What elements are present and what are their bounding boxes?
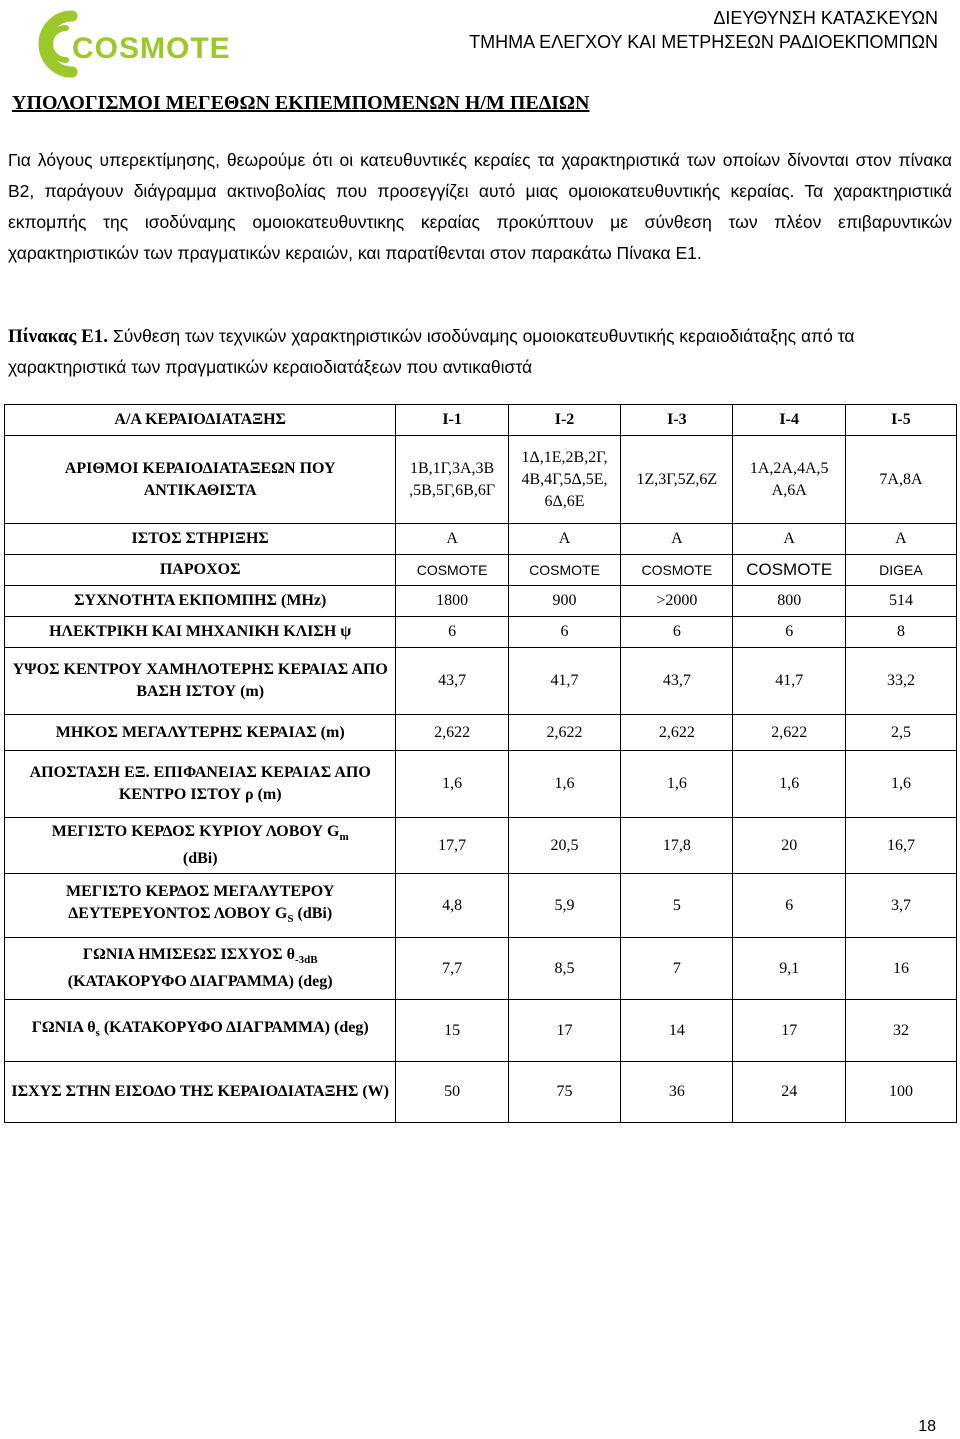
table-cell: 6 (733, 874, 845, 938)
row-label: ΜΗΚΟΣ ΜΕΓΑΛΥΤΕΡΗΣ ΚΕΡΑΙΑΣ (m) (5, 715, 396, 751)
table-cell: 7,7 (396, 938, 508, 1000)
table-cell: COSMOTE (733, 555, 845, 586)
row-label: ΠΑΡΟΧΟΣ (5, 555, 396, 586)
row-label-main: ΜΕΓΙΣΤΟ ΚΕΡΔΟΣ ΚΥΡΙΟΥ ΛΟΒΟΥ G (51, 822, 340, 840)
row-label (5, 818, 396, 874)
table-row (5, 751, 957, 818)
table-row (5, 715, 957, 751)
row-label (5, 874, 396, 938)
department-header (469, 6, 938, 54)
header-label-cell: Α/Α ΚΕΡΑΙΟΔΙΑΤΑΞΗΣ (5, 405, 396, 436)
table-cell: 1Β,1Γ,3Α,3Β ,5Β,5Γ,6Β,6Γ (396, 436, 508, 524)
row-label-main: ΓΩΝΙΑ θ (31, 1018, 96, 1036)
cosmote-logo (22, 6, 242, 82)
table-cell: Α (396, 524, 508, 555)
table-cell: 20 (733, 818, 845, 874)
table-cell: 800 (733, 586, 845, 617)
row-label-subscript: -3dB (294, 954, 318, 967)
table-cell: 2,622 (733, 715, 845, 751)
table-cell: 9,1 (733, 938, 845, 1000)
logo-wordmark: COSMOTE (72, 32, 231, 65)
column-header-i1: Ι-1 (396, 405, 508, 436)
table-cell: 100 (845, 1062, 956, 1123)
department-line-1: ΔΙΕΥΘΥΝΣΗ ΚΑΤΑΣΚΕΥΩΝ (713, 8, 938, 28)
table-cell: 6 (396, 617, 508, 648)
row-label-after: (ΚΑΤΑΚΟΡΥΦΟ ΔΙΑΓΡΑΜΜΑ) (deg) (99, 1018, 369, 1036)
table-cell: 7Α,8Α (845, 436, 956, 524)
row-label: ΣΥΧΝΟΤΗΤΑ ΕΚΠΟΜΠΗΣ (MHz) (5, 586, 396, 617)
intro-paragraph: Για λόγους υπερεκτίμησης, θεωρούμε ότι οι κατευθυντικές κεραίες τα χαρακτηριστικά των οποίων δίνονται στον πίνακα Β2, παράγουν διάγραμμα ακτινοβολίας που προσεγγίζει αυτό μιας ομοιοκατευθυντικής κεραίας. Τα χαρακτηριστικά εκπομπής της ισοδύναμης ομοιοκατευθυντικης κεραίας προκύπτουν με σύνθεση των πλέον επιβαρυντικών χαρακτηριστικών των πραγματικών κεραιών, και παρατίθενται στον παρακάτω Πίνακα Ε1. (8, 150, 952, 263)
table-cell: 1,6 (508, 751, 620, 818)
table-cell: 41,7 (733, 648, 845, 715)
table-cell: 4,8 (396, 874, 508, 938)
page-number: 18 (918, 1418, 936, 1435)
table-row (5, 938, 957, 1000)
table-cell: COSMOTE (396, 555, 508, 586)
table-row (5, 586, 957, 617)
row-label-main: ΜΕΓΙΣΤΟ ΚΕΡΔΟΣ ΜΕΓΑΛΥΤΕΡΟΥ ΔΕΥΤΕΡΕΥΟΝΤΟΣ ΛΟΒΟΥ G (66, 882, 335, 922)
table-cell: 2,622 (396, 715, 508, 751)
table-cell: 6 (508, 617, 620, 648)
table-row (5, 617, 957, 648)
table-cell: 43,7 (621, 648, 733, 715)
table-cell: >2000 (621, 586, 733, 617)
table-caption-label: Πίνακας Ε1. (8, 326, 109, 347)
table-cell: Α (845, 524, 956, 555)
table-cell: 2,622 (508, 715, 620, 751)
table-cell: 43,7 (396, 648, 508, 715)
table-cell: 5 (621, 874, 733, 938)
row-label-subscript: S (287, 913, 294, 926)
table-cell: Α (733, 524, 845, 555)
table-cell: 1800 (396, 586, 508, 617)
table-row (5, 648, 957, 715)
table-header-row (5, 405, 957, 436)
table-cell: DIGEA (845, 555, 956, 586)
row-label-after: (ΚΑΤΑΚΟΡΥΦΟ ΔΙΑΓΡΑΜΜΑ) (deg) (67, 973, 333, 991)
column-header-i2: Ι-2 (508, 405, 620, 436)
table-cell: Α (508, 524, 620, 555)
table-cell: 24 (733, 1062, 845, 1123)
table-caption-text: Σύνθεση των τεχνικών χαρακτηριστικών ισοδύναμης ομοιοκατευθυντικής κεραιοδιάταξης από τα χαρακτηριστικά των πραγματικών κεραιοδιατάξεων που αντικαθιστά (8, 326, 855, 377)
row-label: ΑΠΟΣΤΑΣΗ ΕΞ. ΕΠΙΦΑΝΕΙΑΣ ΚΕΡΑΙΑΣ ΑΠΟ ΚΕΝΤΡΟ ΙΣΤΟΥ ρ (m) (5, 751, 396, 818)
table-cell: 1Α,2Α,4Α,5 Α,6Α (733, 436, 845, 524)
table-cell: 2,622 (621, 715, 733, 751)
table-row (5, 1062, 957, 1123)
table-cell: 8,5 (508, 938, 620, 1000)
table-row (5, 818, 957, 874)
table-cell: COSMOTE (508, 555, 620, 586)
table-cell: 33,2 (845, 648, 956, 715)
cosmote-logo-graphic (22, 6, 242, 82)
row-label: ΥΨΟΣ ΚΕΝΤΡΟΥ ΧΑΜΗΛΟΤΕΡΗΣ ΚΕΡΑΙΑΣ ΑΠΟ ΒΑΣΗ ΙΣΤΟΥ (m) (5, 648, 396, 715)
row-label: ΙΣΤΟΣ ΣΤΗΡΙΞΗΣ (5, 524, 396, 555)
column-header-i3: Ι-3 (621, 405, 733, 436)
row-label-main: ΓΩΝΙΑ ΗΜΙΣΕΩΣ ΙΣΧΥΟΣ θ (82, 945, 295, 963)
table-cell: 1,6 (845, 751, 956, 818)
column-header-i5: Ι-5 (845, 405, 956, 436)
table-cell: 3,7 (845, 874, 956, 938)
table-cell: 17 (508, 1000, 620, 1062)
column-header-i4: Ι-4 (733, 405, 845, 436)
department-line-2: ΤΜΗΜΑ ΕΛΕΓΧΟΥ ΚΑΙ ΜΕΤΡΗΣΕΩΝ ΡΑΔΙΟΕΚΠΟΜΠΩΝ (469, 32, 938, 52)
table-row (5, 874, 957, 938)
table-cell: 900 (508, 586, 620, 617)
table-cell: 1,6 (621, 751, 733, 818)
table-cell: 8 (845, 617, 956, 648)
table-cell: 1Δ,1Ε,2Β,2Γ, 4Β,4Γ,5Δ,5Ε, 6Δ,6Ε (508, 436, 620, 524)
antenna-spec-table (4, 404, 957, 1123)
table-cell: 50 (396, 1062, 508, 1123)
table-row (5, 524, 957, 555)
table-cell: 17,7 (396, 818, 508, 874)
table-cell: 32 (845, 1000, 956, 1062)
table-cell: 41,7 (508, 648, 620, 715)
table-cell: 7 (621, 938, 733, 1000)
table-cell: COSMOTE (621, 555, 733, 586)
table-row (5, 436, 957, 524)
table-caption (8, 321, 952, 383)
row-label-after: (dBi) (293, 904, 333, 922)
row-label (5, 938, 396, 1000)
row-label: ΗΛΕΚΤΡΙΚΗ ΚΑΙ ΜΗΧΑΝΙΚΗ ΚΛΙΣΗ ψ (5, 617, 396, 648)
row-label-after: (dBi) (182, 850, 218, 868)
table-cell: Α (621, 524, 733, 555)
table-cell: 16 (845, 938, 956, 1000)
table-cell: 15 (396, 1000, 508, 1062)
table-cell: 36 (621, 1062, 733, 1123)
table-cell: 16,7 (845, 818, 956, 874)
table-cell: 1,6 (396, 751, 508, 818)
row-label (5, 1000, 396, 1062)
table-row (5, 555, 957, 586)
table-cell: 514 (845, 586, 956, 617)
row-label-subscript: m (339, 831, 349, 844)
table-cell: 1Ζ,3Γ,5Ζ,6Ζ (621, 436, 733, 524)
table-row (5, 1000, 957, 1062)
table-cell: 6 (621, 617, 733, 648)
table-cell: 1,6 (733, 751, 845, 818)
row-label: ΙΣΧΥΣ ΣΤΗΝ ΕΙΣΟΔΟ ΤΗΣ ΚΕΡΑΙΟΔΙΑΤΑΞΗΣ (W) (5, 1062, 396, 1123)
table-cell: 5,9 (508, 874, 620, 938)
document-title: ΥΠΟΛΟΓΙΣΜΟΙ ΜΕΓΕΘΩΝ ΕΚΠΕΜΠΟΜΕΝΩΝ Η/Μ ΠΕΔΙΩΝ (12, 92, 590, 114)
table-cell: 20,5 (508, 818, 620, 874)
table-cell: 17 (733, 1000, 845, 1062)
table-cell: 2,5 (845, 715, 956, 751)
table-cell: 17,8 (621, 818, 733, 874)
table-cell: 14 (621, 1000, 733, 1062)
row-label: ΑΡΙΘΜΟΙ ΚΕΡΑΙΟΔΙΑΤΑΞΕΩΝ ΠΟΥ ΑΝΤΙΚΑΘΙΣΤΑ (5, 436, 396, 524)
table-cell: 75 (508, 1062, 620, 1123)
row-label-subscript: s (95, 1027, 100, 1040)
table-cell: 6 (733, 617, 845, 648)
